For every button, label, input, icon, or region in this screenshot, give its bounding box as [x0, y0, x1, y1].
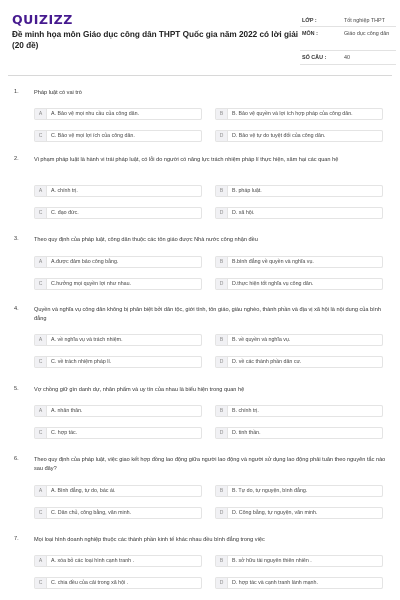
option-letter: D	[216, 508, 228, 518]
option-c[interactable]	[34, 507, 202, 519]
option-letter: C	[35, 508, 47, 518]
option-letter: A	[35, 556, 47, 566]
option-text: D. hợp tác và cạnh tranh lành mạnh.	[232, 580, 318, 586]
option-b[interactable]	[215, 405, 383, 417]
option-letter: A	[35, 257, 47, 267]
document-header	[8, 10, 392, 66]
option-c[interactable]	[34, 577, 202, 589]
option-text: C. đạo đức.	[51, 210, 79, 216]
option-c[interactable]	[34, 207, 202, 219]
option-letter: D	[216, 428, 228, 438]
option-text: C. Dân chủ, công bằng, văn minh.	[51, 510, 132, 516]
option-c[interactable]	[34, 356, 202, 368]
option-text: B. về quyền và nghĩa vụ.	[232, 337, 291, 343]
option-letter: D	[216, 279, 228, 289]
option-letter: A	[35, 109, 47, 119]
option-d[interactable]	[215, 427, 383, 439]
meta-value: Tốt nghiệp THPT	[344, 18, 385, 24]
option-b[interactable]	[215, 185, 383, 197]
meta-box	[300, 14, 396, 65]
question-text: Quyền và nghĩa vụ công dân không bị phân biệt bởi dân tộc, giới tính, tôn giáo, giàu nghèo, thành phần và địa vị xã hội là nội dung của bình đẳng	[34, 307, 381, 322]
option-a[interactable]	[34, 185, 202, 197]
option-text: D. Công bằng, tự nguyện, văn minh.	[232, 510, 318, 516]
document-title: Đề minh họa môn Giáo dục công dân THPT Quốc gia năm 2022 có lời giải (20 đề)	[12, 30, 299, 50]
question-text: Vi phạm pháp luật là hành vi trái pháp luật, có lỗi do người có năng lực trách nhiệm pháp lí thực hiện, xâm hại các quan hệ	[34, 157, 339, 163]
option-b[interactable]	[215, 485, 383, 497]
option-text: D.thực hiện tốt nghĩa vụ công dân.	[232, 281, 314, 287]
meta-row-class	[300, 14, 396, 27]
option-text: C.hưởng mọi quyền lợi như nhau.	[51, 281, 131, 287]
option-text: A. Bình đẳng, tự do, bác ái.	[51, 488, 116, 494]
option-text: D. xã hội.	[232, 210, 255, 216]
option-letter: D	[216, 131, 228, 141]
option-d[interactable]	[215, 577, 383, 589]
question-text: Mọi loại hình doanh nghiệp thuộc các thành phần kinh tế khác nhau đều bình đẳng trong việc	[34, 537, 265, 543]
option-b[interactable]	[215, 108, 383, 120]
option-c[interactable]	[34, 278, 202, 290]
option-letter: A	[35, 406, 47, 416]
option-text: C. chia đều của cải trong xã hội .	[51, 580, 129, 586]
question-text: Vợ chồng giữ gìn danh dự, nhân phẩm và uy tín của nhau là biểu hiện trong quan hệ	[34, 387, 245, 393]
meta-row-count	[300, 51, 396, 65]
option-letter: C	[35, 578, 47, 588]
option-text: B. sở hữu tài nguyên thiên nhiên .	[232, 558, 312, 564]
option-a[interactable]	[34, 555, 202, 567]
option-text: A. Bảo vệ mọi nhu cầu của công dân.	[51, 111, 140, 117]
option-letter: D	[216, 578, 228, 588]
option-b[interactable]	[215, 334, 383, 346]
question-text: Theo quy định của pháp luật, công dân thuộc các tôn giáo được Nhà nước công nhận đều	[34, 237, 258, 243]
option-d[interactable]	[215, 356, 383, 368]
quizizz-logo: QUIZIZZ	[12, 12, 73, 27]
question-text: Pháp luật có vai trò	[34, 90, 82, 96]
option-a[interactable]	[34, 485, 202, 497]
meta-label: SỐ CÂU :	[302, 55, 327, 61]
meta-label: LỚP :	[302, 18, 317, 24]
option-text: B. Bảo vệ quyền và lợi ích hợp pháp của công dân.	[232, 111, 353, 117]
option-letter: A	[35, 186, 47, 196]
option-a[interactable]	[34, 108, 202, 120]
option-a[interactable]	[34, 405, 202, 417]
option-d[interactable]	[215, 130, 383, 142]
question-number: 1.	[14, 89, 19, 95]
option-letter: D	[216, 357, 228, 367]
option-text: D. tinh thần.	[232, 430, 261, 436]
option-text: D. về các thành phần dân cư.	[232, 359, 302, 365]
option-letter: A	[35, 486, 47, 496]
option-b[interactable]	[215, 555, 383, 567]
option-letter: B	[216, 406, 228, 416]
question-number: 5.	[14, 386, 19, 392]
option-d[interactable]	[215, 207, 383, 219]
question-text: Theo quy định của pháp luật, việc giao kết hợp đồng lao động giữa người lao động và người sử dụng lao động phải tuân theo nguyên tắc nào sau đây?	[34, 457, 386, 472]
option-letter: D	[216, 208, 228, 218]
option-letter: B	[216, 186, 228, 196]
header-divider	[8, 75, 392, 76]
option-d[interactable]	[215, 507, 383, 519]
meta-label: MÔN :	[302, 31, 318, 37]
option-letter: B	[216, 109, 228, 119]
option-b[interactable]	[215, 256, 383, 268]
meta-value: Giáo dục công dân	[344, 31, 390, 37]
question-number: 6.	[14, 456, 19, 462]
option-text: B. pháp luật.	[232, 188, 262, 194]
option-letter: C	[35, 279, 47, 289]
question-number: 7.	[14, 536, 19, 542]
option-text: D. Bảo vệ tự do tuyệt đối của công dân.	[232, 133, 326, 139]
question-number: 4.	[14, 306, 19, 312]
meta-value: 40	[344, 55, 350, 61]
option-letter: C	[35, 428, 47, 438]
option-text: C. Bảo vệ mọi lợi ích của công dân.	[51, 133, 135, 139]
question-number: 3.	[14, 236, 19, 242]
option-text: A. chính trị.	[51, 188, 78, 194]
option-letter: B	[216, 257, 228, 267]
option-letter: C	[35, 357, 47, 367]
meta-row-subject	[300, 27, 396, 51]
question-number: 2.	[14, 156, 19, 162]
option-c[interactable]	[34, 130, 202, 142]
option-text: B. Tự do, tự nguyện, bình đẳng.	[232, 488, 308, 494]
option-letter: B	[216, 486, 228, 496]
option-letter: B	[216, 335, 228, 345]
option-letter: B	[216, 556, 228, 566]
option-text: A. về nghĩa vụ và trách nhiệm.	[51, 337, 123, 343]
option-text: C. về trách nhiệm pháp lí.	[51, 359, 112, 365]
option-letter: A	[35, 335, 47, 345]
option-letter: C	[35, 131, 47, 141]
option-text: B.bình đẳng về quyền và nghĩa vụ.	[232, 259, 314, 265]
option-text: A. nhân thân.	[51, 408, 83, 414]
option-text: B. chính trị.	[232, 408, 259, 414]
option-c[interactable]	[34, 427, 202, 439]
option-text: A.được đảm bảo công bằng.	[51, 259, 119, 265]
option-a[interactable]	[34, 256, 202, 268]
option-text: C. hợp tác.	[51, 430, 78, 436]
option-a[interactable]	[34, 334, 202, 346]
option-d[interactable]	[215, 278, 383, 290]
option-letter: C	[35, 208, 47, 218]
option-text: A. xóa bỏ các loại hình cạnh tranh .	[51, 558, 135, 564]
